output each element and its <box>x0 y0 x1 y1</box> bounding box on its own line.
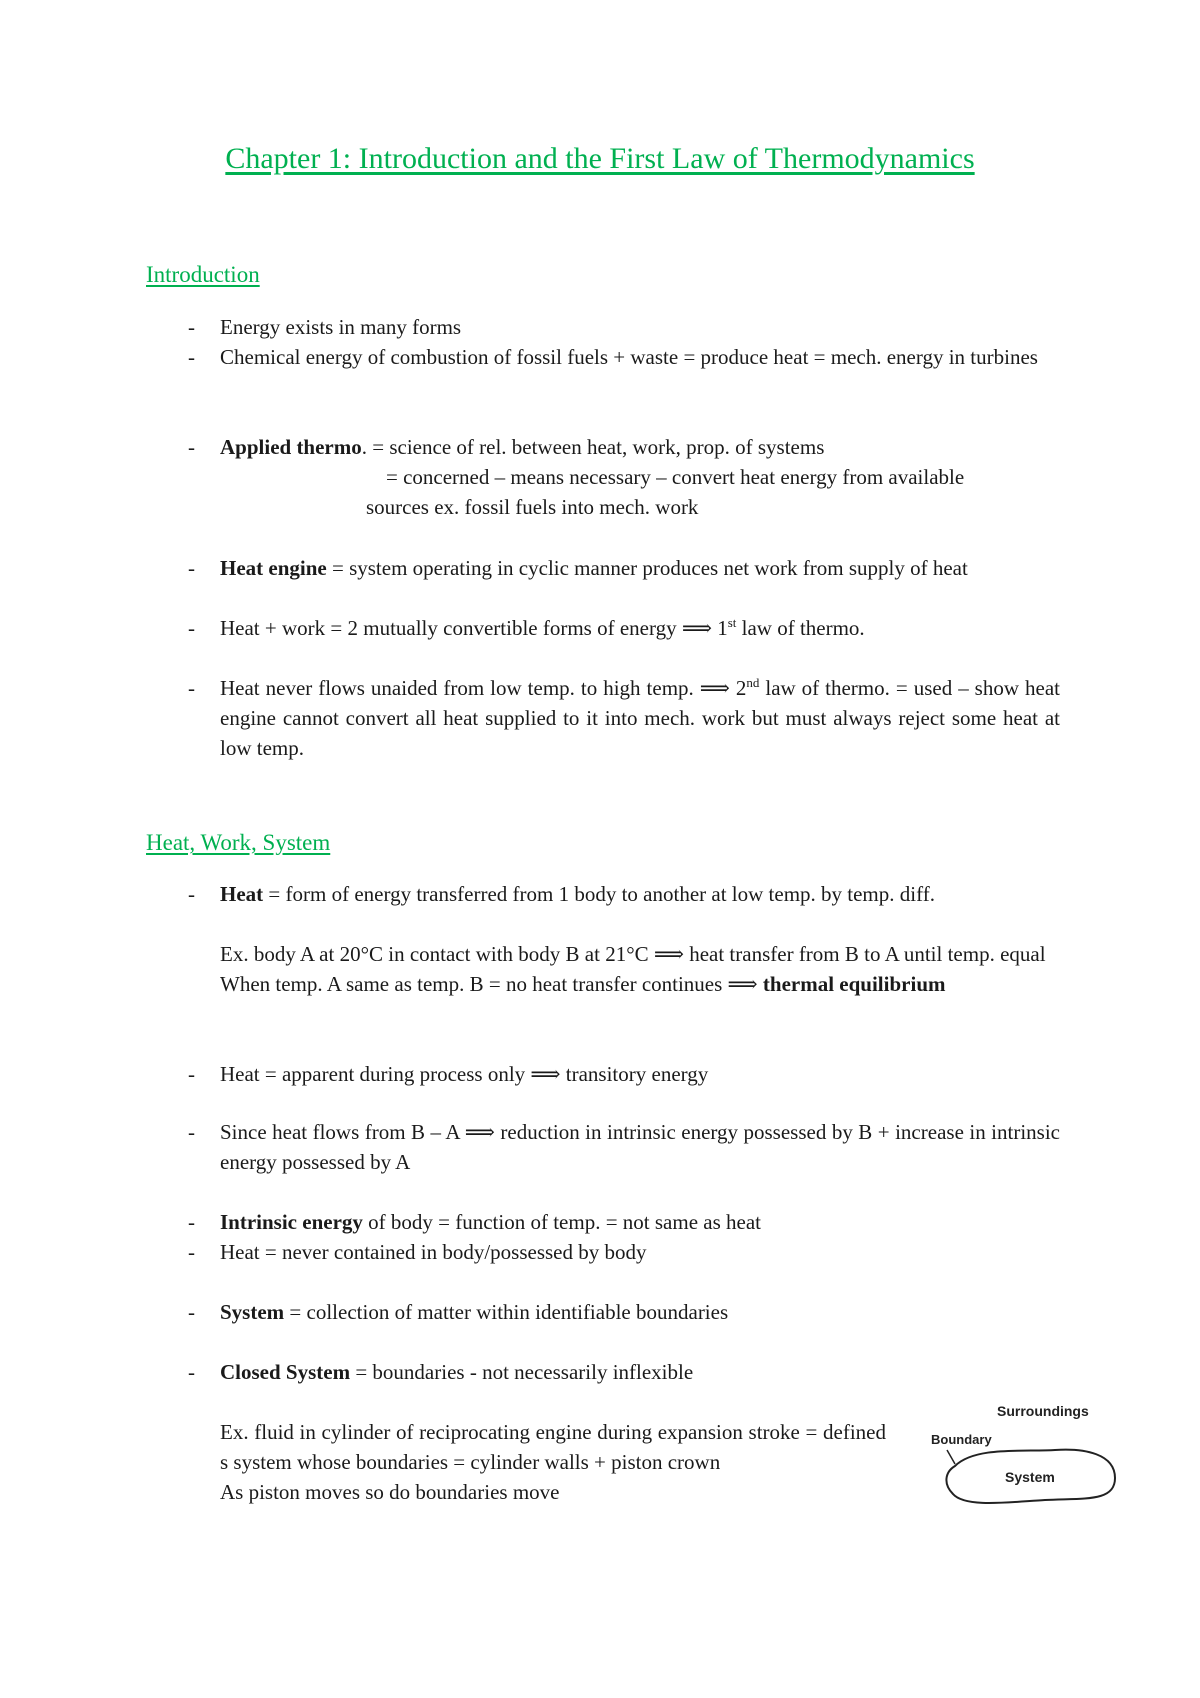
list-item: - Heat = apparent during process only ⟹ transitory energy <box>188 1062 709 1086</box>
term-heat: Heat <box>220 882 264 906</box>
list-item: - System = collection of matter within identifiable boundaries <box>188 1300 729 1324</box>
list-item: - Applied thermo. = science of rel. between heat, work, prop. of systems = concerned – means necessary – convert heat energy from available sources ex. fossil fuels into mech. work <box>188 435 965 519</box>
list-item: - Energy exists in many forms <box>188 315 462 339</box>
boundary-label: Boundary <box>931 1432 992 1447</box>
system-label: System <box>1005 1469 1055 1485</box>
list-item: - Intrinsic energy of body = function of temp. = not same as heat <box>188 1210 762 1234</box>
system-boundary-diagram <box>925 1390 1125 1520</box>
list-item: - Heat = form of energy transferred from 1 body to another at low temp. by temp. diff. Ex. body A at 20°C in contact with body B at 21°C ⟹ heat transfer from B to A until temp. equal When temp. A same as temp. B = no heat transfer continues ⟹ thermal equilibrium <box>188 882 1046 996</box>
section-heading-introduction: Introduction <box>146 262 260 287</box>
term-closed-system: Closed System <box>220 1360 351 1384</box>
term-heat-engine: Heat engine <box>220 556 327 580</box>
term-applied-thermo: Applied thermo <box>220 435 362 459</box>
list-item: - Heat engine = system operating in cyclic manner produces net work from supply of heat <box>188 556 968 580</box>
list-item: - Heat + work = 2 mutually convertible forms of energy ⟹ 1st law of thermo. <box>188 615 865 640</box>
list-item: - Heat = never contained in body/possessed by body <box>188 1240 647 1264</box>
example-paragraph: Ex. fluid in cylinder of reciprocating engine during expansion stroke = defined s system whose boundaries = cylinder walls + piston crown As piston moves so do boundaries move <box>220 1420 886 1504</box>
list-item: - Chemical energy of combustion of fossil fuels + waste = produce heat = mech. energy in turbines <box>188 345 1038 369</box>
surroundings-label: Surroundings <box>997 1403 1089 1419</box>
term-intrinsic-energy: Intrinsic energy <box>220 1210 363 1234</box>
boundary-pointer <box>947 1450 955 1464</box>
list-item: - Closed System = boundaries - not necessarily inflexible <box>188 1360 694 1384</box>
term-thermal-equilibrium: thermal equilibrium <box>762 972 946 996</box>
section-heading-heat-work-system: Heat, Work, System <box>146 830 331 855</box>
list-item: - Since heat flows from B – A ⟹ reduction in intrinsic energy possessed by B + increase in intrinsic energy possessed by A <box>188 1120 1060 1174</box>
list-item: - Heat never flows unaided from low temp. to high temp. ⟹ 2nd law of thermo. = used – show heat engine cannot convert all heat supplied to it into mech. work but must always reject some heat at low temp. <box>188 675 1060 760</box>
term-system: System <box>220 1300 285 1324</box>
chapter-title: Chapter 1: Introduction and the First Law of Thermodynamics <box>225 142 975 175</box>
